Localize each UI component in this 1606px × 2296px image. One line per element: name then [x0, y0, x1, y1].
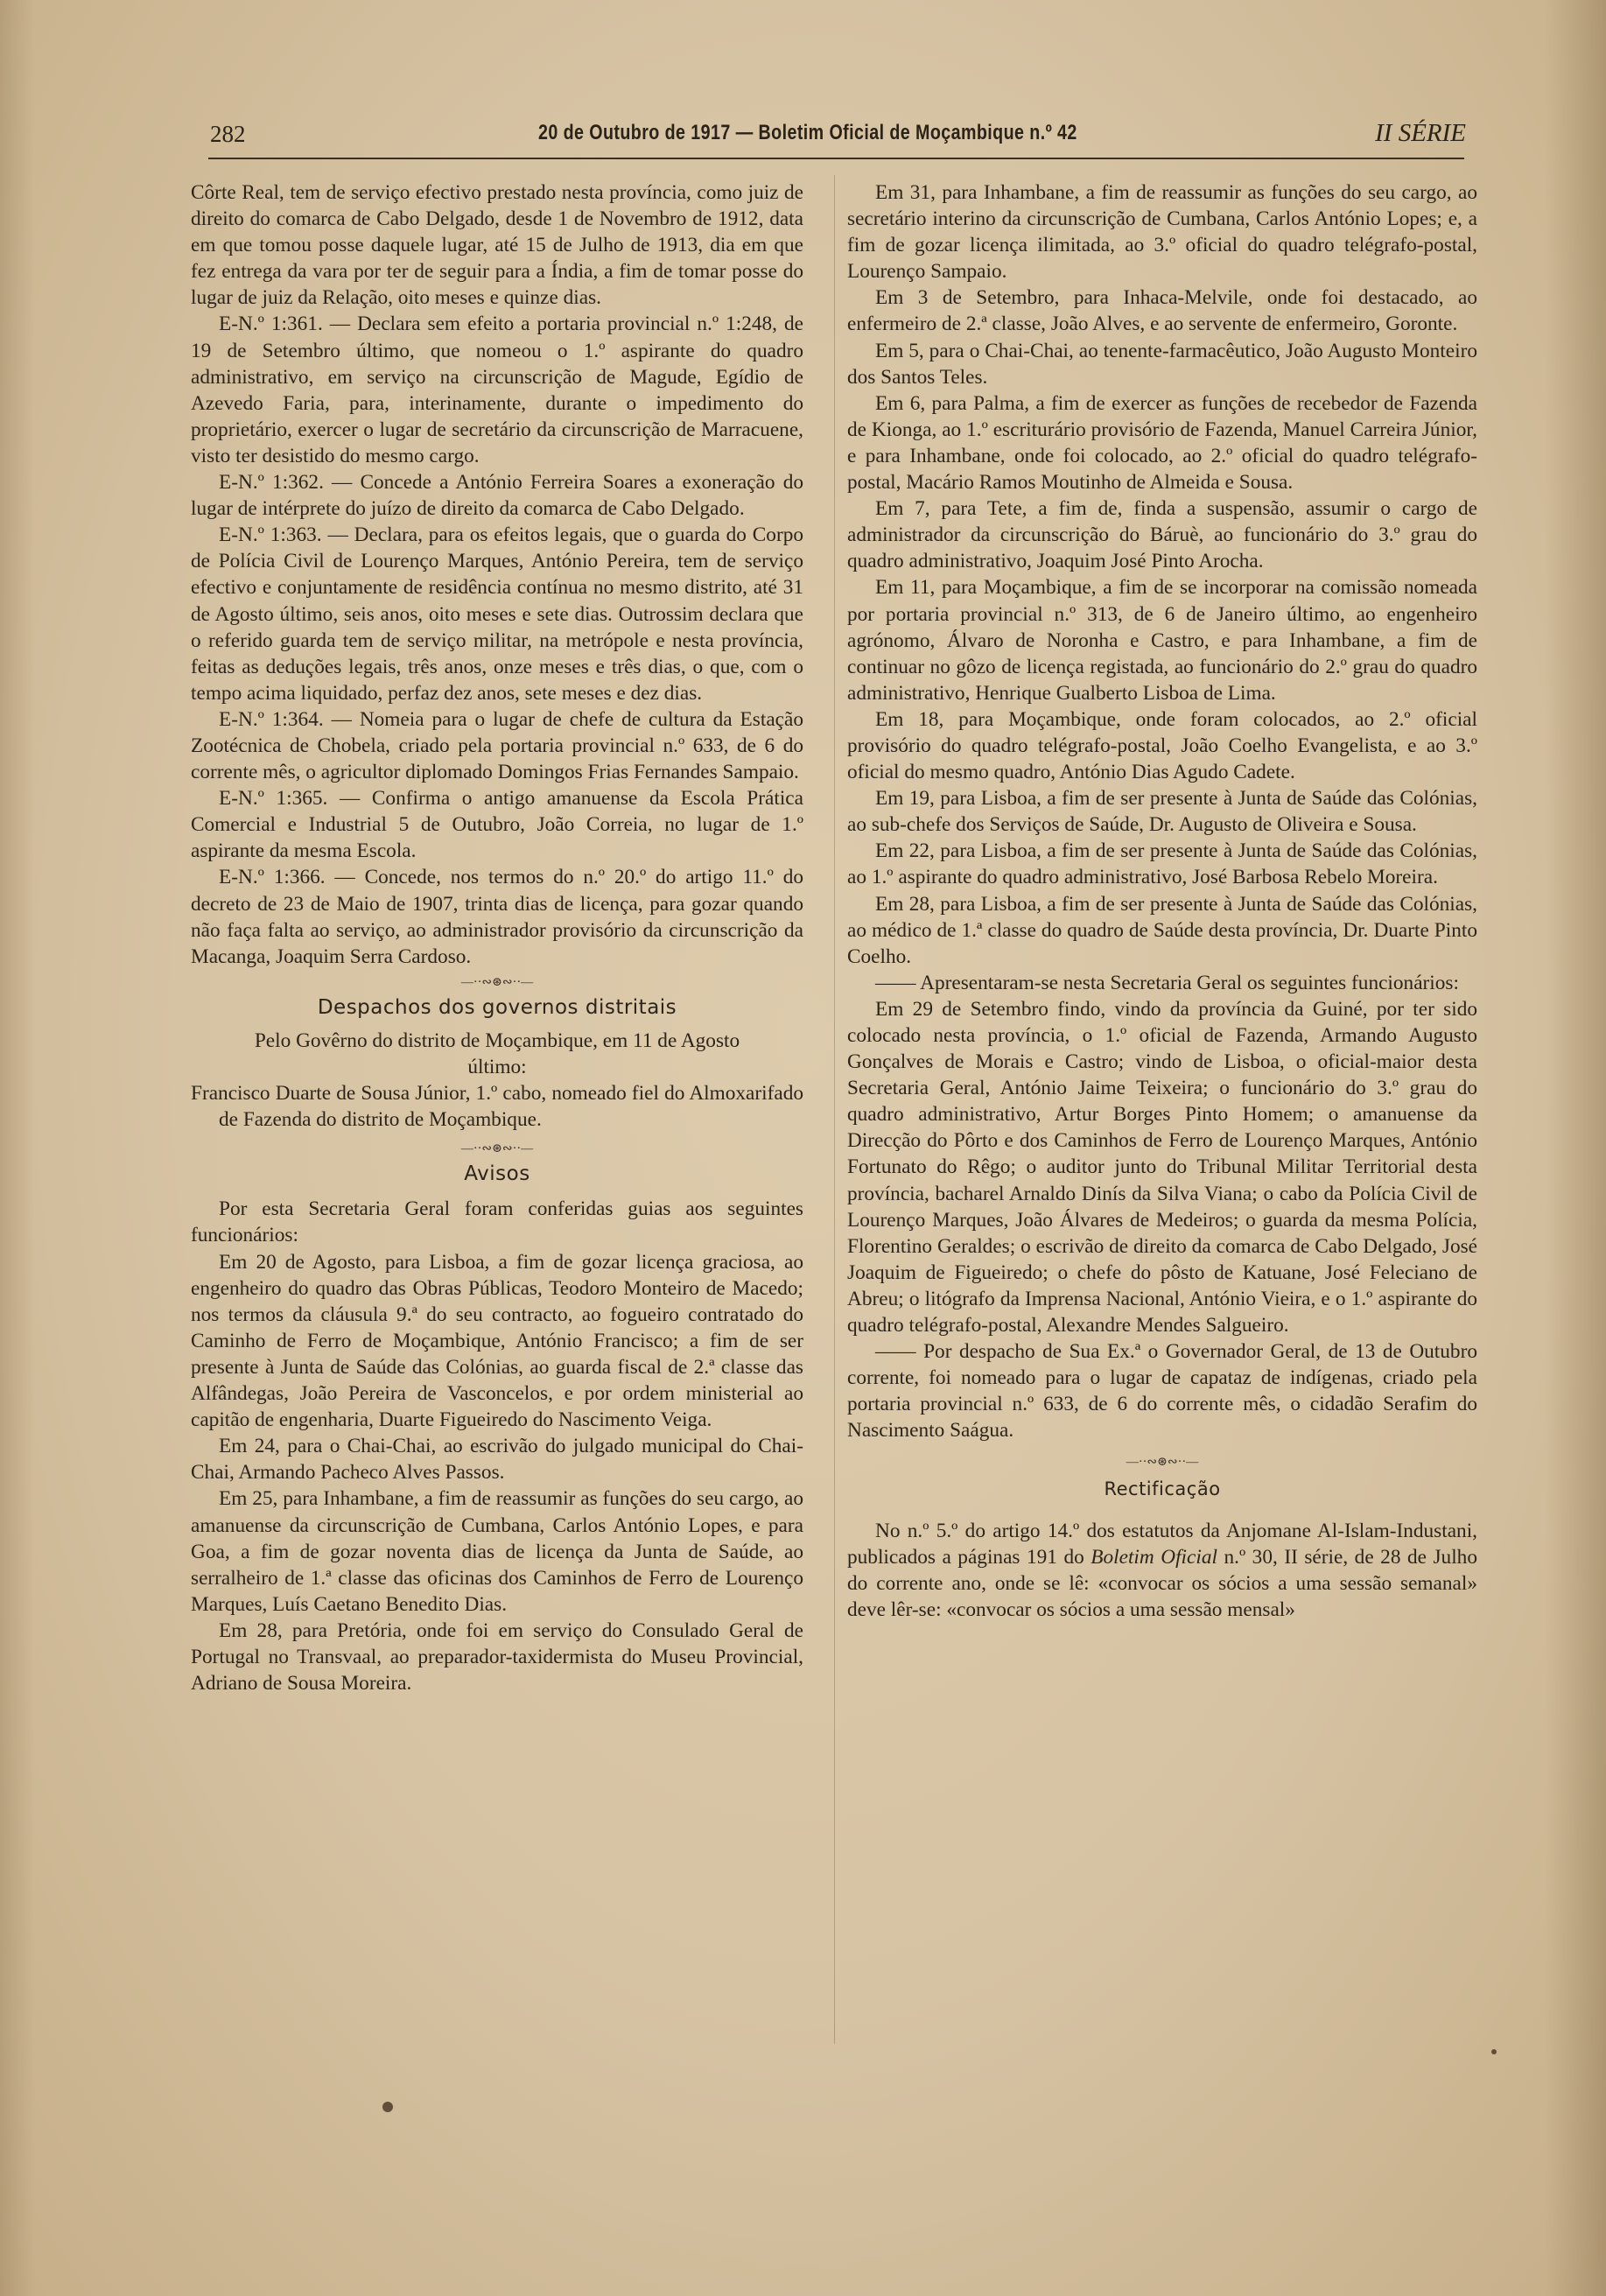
paragraph: Côrte Real, tem de serviço efectivo prestado nesta província, como juiz de direito do comarca de Cabo Delgado, desde 1 de Novembro de 1912, data em que tomou posse daquele lugar, até 15 de Julho de 1913, dia em que fez entrega da vara por ter de seguir para a Índia, a fim de tomar posse do lugar de juiz da Relação, oito meses e quinze dias. [191, 181, 803, 310]
series-label: II SÉRIE [1375, 119, 1466, 147]
ornament: —⋅⋅∾⊛∾⋅⋅— [460, 1142, 534, 1156]
paragraph: Em 11, para Moçambique, a fim de se incorporar na comissão nomeada por portaria provincial n.º 313, de 6 de Janeiro último, ao engenheiro agrónomo, Álvaro de Noronha e Castro, e para Inhambane, a fim de continuar no gôzo de licença registada, ao funcionário do 2.º grau do quadro administrativo, Henrique Gualberto Lisboa de Lima. [847, 576, 1477, 705]
paragraph: Em 25, para Inhambane, a fim de reassumir as funções do seu cargo, ao amanuense da circunscrição de Cumbana, Carlos António Lopes, e para Goa, a fim de gozar noventa dias de licença da Junta de Saúde, ao serralheiro de 1.ª classe das oficinas dos Caminhos de Ferro de Lourenço Marques, Luís Caetano Benedito Dias. [191, 1487, 803, 1616]
header-title: 20 de Outubro de 1917 — Boletim Oficial de Moçambique n.º 42 [538, 121, 1077, 144]
paragraph: Em 29 de Setembro findo, vindo da província da Guiné, por ter sido colocado nesta província, o 1.º oficial de Fazenda, Armando Augusto Gonçalves de Morais e Castro; vindo de Lisboa, o oficial-maior desta Secretaria Geral, António Jaime Teixeira; o funcionário do 3.º grau do quadro administrativo, Artur Borges Pinto Homem; o amanuense da Direcção do Pôrto e dos Caminhos de Ferro de Lourenço Marques, António Fortunato do Rêgo; o auditor junto do Tribunal Militar Territorial desta província, bacharel Arnaldo Dinís da Silva Viana; o cabo da Polícia Civil de Lourenço Marques, João Álvares de Medeiros; o guarda da mesma Polícia, Florentino Geraldes; o escrivão de direito da comarca de Cabo Delgado, José Joaquim de Figueiredo; o chefe do pôsto de Katuane, José Feleciano de Abreu; o litógrafo da Imprensa Nacional, António Vieira, e o 1.º aspirante do quadro telégrafo-postal, Alexandre Mendes Salgueiro. [847, 997, 1477, 1338]
italic-run: Boletim Oficial [1091, 1545, 1217, 1569]
paragraph: Francisco Duarte de Sousa Júnior, 1.º cabo, nomeado fiel do Almoxarifado de Fazenda do distrito de Moçambique. [191, 1082, 803, 1132]
paragraph: Em 31, para Inhambane, a fim de reassumir as funções do seu cargo, ao secretário interino da circunscrição de Cumbana, Carlos António Lopes; e, a fim de gozar licença ilimitada, ao 3.º oficial do quadro telégrafo-postal, Lourenço Sampaio. [847, 181, 1477, 284]
header-rule [208, 158, 1464, 159]
paragraph: Em 20 de Agosto, para Lisboa, a fim de gozar licença graciosa, ao engenheiro do quadro das Obras Públicas, Teodoro Monteiro de Macedo; nos termos da cláusula 9.ª do seu contracto, ao fogueiro contratado do Caminho de Ferro de Moçambique, António Francisco; a fim de ser presente à Junta de Saúde das Colónias, ao guarda fiscal de 2.ª classe das Alfândegas, João Pereira de Vasconcelos, e por ordem ministerial ao capitão de engenharia, Duarte Figueiredo do Nascimento Veiga. [191, 1250, 803, 1432]
paragraph: Em 18, para Moçambique, onde foram colocados, ao 2.º oficial provisório do quadro telégrafo-postal, João Coelho Evangelista, e ao 3.º oficial do mesmo quadro, António Dias Agudo Cadete. [847, 707, 1477, 784]
hole-mark [1491, 2049, 1497, 2054]
left-column [191, 179, 803, 1696]
paragraph: Por esta Secretaria Geral foram conferidas guias aos seguintes funcionários: [191, 1197, 803, 1247]
column-divider [834, 175, 835, 2044]
paragraph: Em 28, para Lisboa, a fim de ser presente à Junta de Saúde das Colónias, ao médico de 1.ª classe do quadro de Saúde desta província, Dr. Duarte Pinto Coelho. [847, 892, 1477, 968]
paragraph: E-N.º 1:361. — Declara sem efeito a portaria provincial n.º 1:248, de 19 de Setembro último, que nomeou o 1.º aspirante do quadro administrativo, em serviço na circunscrição de Magude, Egídio de Azevedo Faria, para, interinamente, durante o impedimento do proprietário, exercer o lugar de secretário da circunscrição de Marracuene, visto ter desistido do mesmo cargo. [191, 312, 803, 467]
text-run: No n.º 5.º do artigo 14.º dos estatutos da Anjomane Al-Islam-Industani, publicados a páginas 191 do [847, 1519, 1477, 1569]
right-column [847, 179, 1477, 1623]
paragraph: —— Apresentaram-se nesta Secretaria Geral os seguintes funcionários: [875, 971, 1459, 994]
page-number: 282 [210, 121, 246, 147]
section-heading: Rectificação [1104, 1478, 1221, 1499]
paragraph: Pelo Govêrno do distrito de Moçambique, em 11 de Agosto último: [254, 1029, 740, 1078]
ornament: —⋅⋅∾⊛∾⋅⋅— [460, 975, 534, 989]
paragraph: Em 7, para Tete, a fim de, finda a suspensão, assumir o cargo de administrador da circunscrição do Báruè, ao funcionário do 3.º grau do quadro administrativo, Joaquim José Pinto Arocha. [847, 497, 1477, 573]
paragraph: E-N.º 1:365. — Confirma o antigo amanuense da Escola Prática Comercial e Industrial 5 de Outubro, João Correia, no lugar de 1.º aspirante da mesma Escola. [191, 787, 803, 863]
text-run: n.º 30, II série, de 28 de Julho do corrente ano, onde se lê: «convocar os sócios a uma sessão semanal» deve lêr-se: «convocar os sócios a uma sessão mensal» [847, 1545, 1477, 1621]
section-heading: Despachos dos governos distritais [317, 995, 677, 1019]
ornament: —⋅⋅∾⊛∾⋅⋅— [1126, 1455, 1199, 1469]
section-heading: Avisos [464, 1162, 530, 1186]
page-header [210, 116, 1466, 154]
page-edge-shadow-left [0, 0, 35, 2296]
paragraph: Em 28, para Pretória, onde foi em serviço do Consulado Geral de Portugal no Transvaal, ao preparador-taxidermista do Museu Provincial, Adriano de Sousa Moreira. [191, 1618, 803, 1696]
paragraph [847, 1518, 1477, 1623]
paragraph: Em 3 de Setembro, para Inhaca-Melvile, onde foi destacado, ao enfermeiro de 2.ª classe, João Alves, e ao servente de enfermeiro, Goronte. [847, 286, 1477, 336]
paragraph: Em 6, para Palma, a fim de exercer as funções de recebedor de Fazenda de Kionga, ao 1.º escriturário provisório de Fazenda, Manuel Carreira Júnior, e para Inhambane, onde foi colocado, ao 2.º oficial do quadro telégrafo-postal, Macário Ramos Moutinho de Almeida e Sousa. [847, 391, 1477, 495]
paragraph: Em 22, para Lisboa, a fim de ser presente à Junta de Saúde das Colónias, ao 1.º aspirante do quadro administrativo, José Barbosa Rebelo Moreira. [847, 839, 1477, 889]
paragraph: —— Por despacho de Sua Ex.ª o Governador Geral, de 13 de Outubro corrente, foi nomeado para o lugar de capataz de indígenas, criado pela portaria provincial n.º 633, de 6 do corrente mês, o cidadão Serafim do Nascimento Saágua. [847, 1340, 1477, 1443]
paragraph: Em 19, para Lisboa, a fim de ser presente à Junta de Saúde das Colónias, ao sub-chefe dos Serviços de Saúde, Dr. Augusto de Oliveira e Sousa. [847, 787, 1477, 837]
hole-mark [382, 2102, 393, 2112]
paragraph: E-N.º 1:362. — Concede a António Ferreira Soares a exoneração do lugar de intérprete do juízo de direito da comarca de Cabo Delgado. [191, 471, 803, 521]
paragraph: E-N.º 1:366. — Concede, nos termos do n.º 20.º do artigo 11.º do decreto de 23 de Maio de 1907, trinta dias de licença, para gozar quando não faça falta ao serviço, ao administrador provisório da circunscrição da Macanga, Joaquim Serra Cardoso. [191, 866, 803, 968]
paragraph: E-N.º 1:363. — Declara, para os efeitos legais, que o guarda do Corpo de Polícia Civil de Lourenço Marques, António Pereira, tem de serviço efectivo e conjuntamente de residência contínua no mesmo distrito, até 31 de Agosto último, seis anos, oito meses e sete dias. Outrossim declara que o referido guarda tem de serviço militar, na metrópole e nesta província, feitas as deduções legais, três anos, onze meses e três dias, o que, com o tempo acima liquidado, perfaz dez anos, sete meses e dez dias. [191, 523, 803, 705]
paragraph: E-N.º 1:364. — Nomeia para o lugar de chefe de cultura da Estação Zootécnica de Chobela, criado pela portaria provincial n.º 633, de 6 do corrente mês, o agricultor diplomado Domingos Frias Fernandes Sampaio. [191, 707, 803, 784]
paragraph: Em 24, para o Chai-Chai, ao escrivão do julgado municipal do Chai-Chai, Armando Pacheco Alves Passos. [191, 1435, 803, 1485]
page-edge-shadow-right [1545, 0, 1606, 2296]
paragraph: Em 5, para o Chai-Chai, ao tenente-farmacêutico, João Augusto Monteiro dos Santos Teles. [847, 339, 1477, 389]
